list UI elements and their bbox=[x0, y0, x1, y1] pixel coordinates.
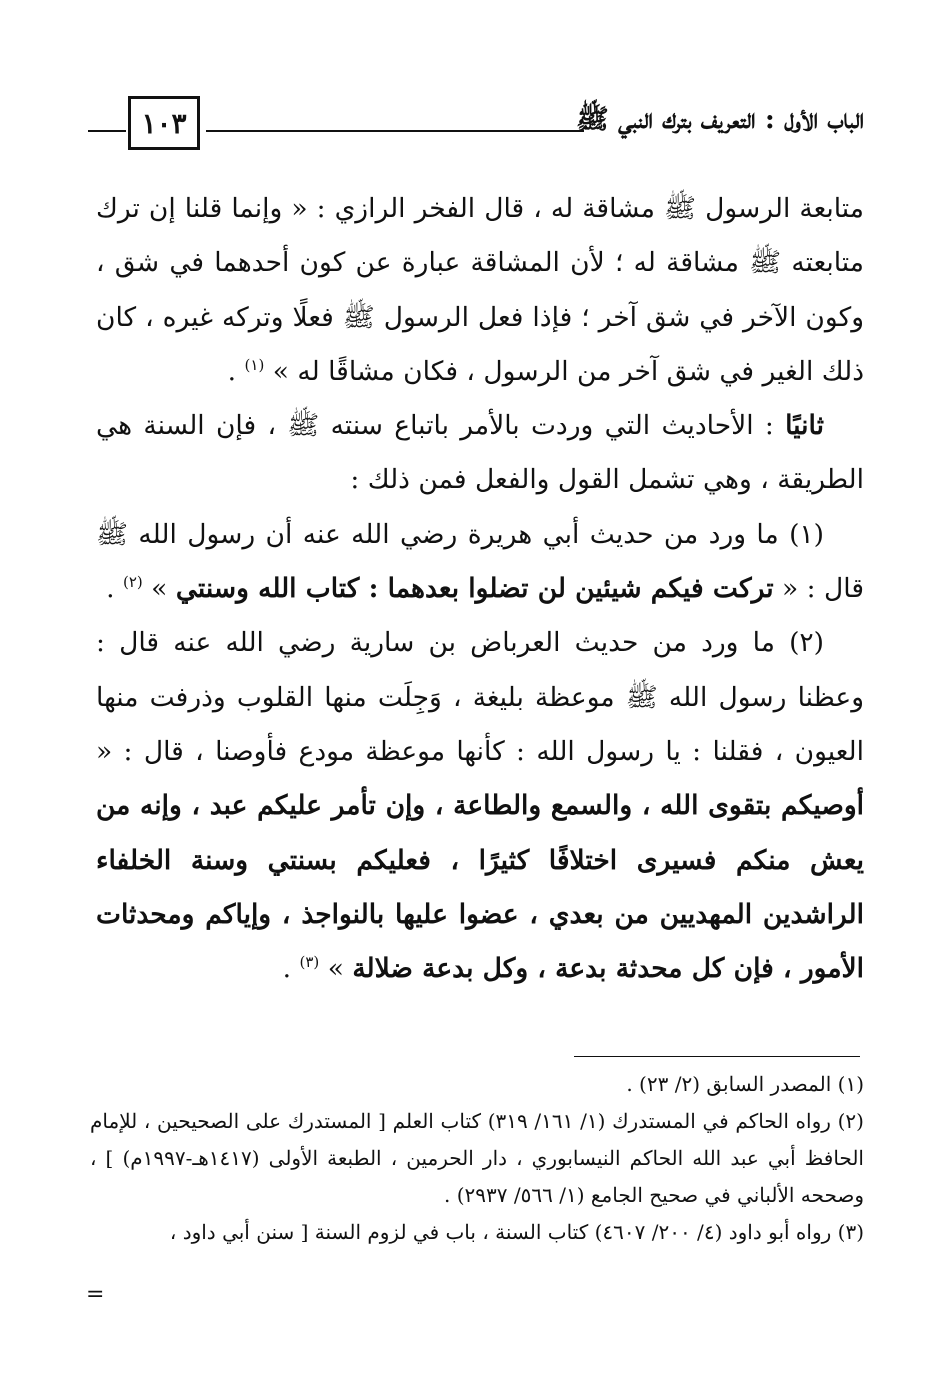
hadith-quote-2: أوصيكم بتقوى الله ، والسمع والطاعة ، وإن تأمر عليكم عبد ، وإنه من يعش منكم فسيرى اختلافًا كثيرًا ، فعليكم بسنتي وسنة الخلفاء الراشدين المهديين من بعدي ، عضوا عليها بالنواجذ ، وإياكم ومحدثات الأمور ، فإن كل محدثة بدعة ، وكل بدعة ضلالة bbox=[96, 790, 864, 985]
footnote-1: (١) المصدر السابق (٢/ ٢٣) . bbox=[626, 1072, 864, 1096]
footnote-2: (٢) رواه الحاكم في المستدرك (١/ ١٦١/ ٣١٩) كتاب العلم [ المستدرك على الصحيحين ، للإمام الحافظ أبي عبد الله الحاكم النيسابوري ، دار الحرمين ، الطبعة الأولى (١٤١٧هـ-١٩٩٧م) ] ، وصححه الألباني في صحيح الجامع (١/ ٥٦٦/ ٢٩٣٧) . bbox=[90, 1109, 864, 1207]
main-text bbox=[96, 182, 864, 996]
chapter-title: الباب الأول : التعريف بترك النبي ﷺ bbox=[576, 104, 864, 135]
paragraph-2-text: : الأحاديث التي وردت بالأمر باتباع سنته ﷺ ، فإن السنة هي الطريقة ، وهي تشمل القول والفعل فمن ذلك : bbox=[96, 410, 864, 496]
paragraph-4-close: » bbox=[327, 953, 353, 985]
footnotes bbox=[90, 1066, 864, 1251]
paragraph-1-end: . bbox=[227, 355, 245, 387]
footnote-3: (٣) رواه أبو داود (٤/ ٢٠٠/ ٤٦٠٧) كتاب السنة ، باب في لزوم السنة [ سنن أبي داود ، bbox=[169, 1220, 864, 1244]
footnote-ref-3: (٣) bbox=[299, 953, 320, 972]
paragraph-3-text: (١) ما ورد من حديث أبي هريرة رضي الله عنه أن رسول الله ﷺ قال : « bbox=[96, 518, 864, 605]
paragraph-4-text: (٢) ما ورد من حديث العرباض بن سارية رضي الله عنه قال : وعظنا رسول الله ﷺ موعظة بليغة ، وَجِلَت منها القلوب وذرفت منها العيون ، فقلنا : يا رسول الله : كأنها موعظة مودع فأوصنا ، قال : « bbox=[96, 627, 864, 767]
header-rule bbox=[206, 130, 584, 132]
paragraph-1 bbox=[96, 182, 864, 399]
footnote-separator bbox=[574, 1056, 860, 1057]
paragraph-4 bbox=[96, 616, 864, 996]
paragraph-3-close: » bbox=[151, 573, 176, 605]
paragraph-1-text: متابعة الرسول ﷺ مشاقة له ، قال الفخر الرازي : « وإنما قلنا إن ترك متابعته ﷺ مشاقة له ؛ لأن المشاقة عبارة عن كون أحدهما في شق ، وكون الآخر في شق آخر ؛ فإذا فعل الرسول ﷺ فعلًا وتركه غيره ، كان ذلك الغير في شق آخر من الرسول ، فكان مشاقًا له » bbox=[96, 193, 864, 387]
paragraph-3 bbox=[96, 508, 864, 617]
hadith-quote-1: تركت فيكم شيئين لن تضلوا بعدهما : كتاب الله وسنتي bbox=[175, 573, 774, 605]
page-number: ١٠٣ bbox=[128, 96, 200, 150]
paragraph-4-end: . bbox=[282, 953, 300, 985]
page-header bbox=[88, 92, 864, 156]
paragraph-2-lead: ثانيًا bbox=[785, 410, 824, 442]
footnote-ref-1: (١) bbox=[244, 356, 265, 375]
continuation-mark: = bbox=[86, 1282, 105, 1307]
paragraph-3-end: . bbox=[106, 573, 123, 605]
footnote-ref-2: (٢) bbox=[122, 573, 143, 592]
header-rule-left bbox=[88, 130, 126, 132]
paragraph-2 bbox=[96, 399, 864, 508]
